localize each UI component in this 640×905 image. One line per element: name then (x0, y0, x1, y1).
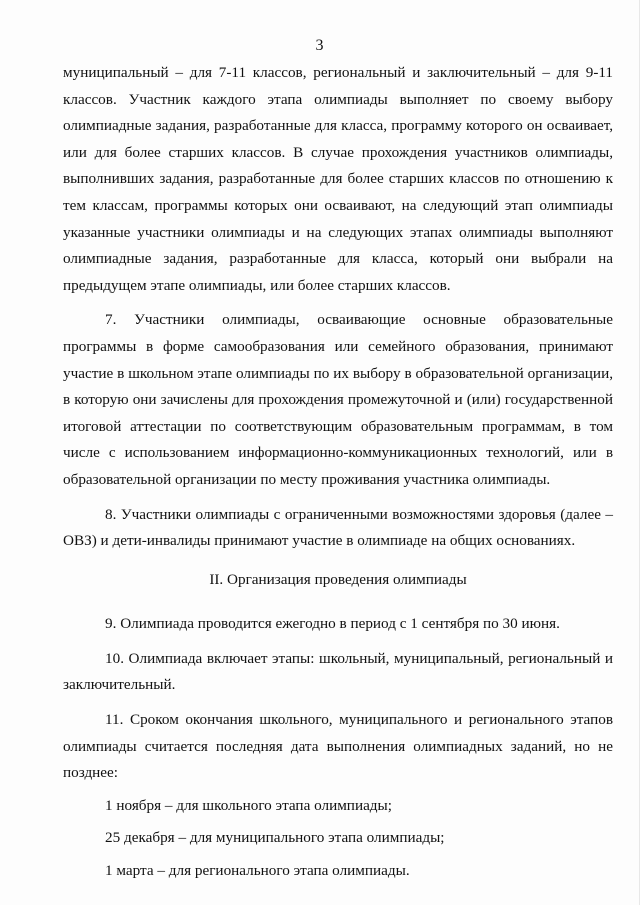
paragraph-8: 8. Участники олимпиады с ограниченными возможностями здоровья (далее – ОВЗ) и дети-инвалиды принимают участие в олимпиаде на общих основаниях. (63, 505, 613, 550)
document-body (63, 60, 613, 885)
deadline-regional-stage: 1 марта – для регионального этапа олимпиады. (105, 862, 410, 880)
deadline-school-stage: 1 ноября – для школьного этапа олимпиады; (105, 796, 392, 814)
paragraph-9: 9. Олимпиада проводится ежегодно в период с 1 сентября по 30 июня. (105, 615, 560, 633)
deadline-municipal-stage: 25 декабря – для муниципального этапа олимпиады; (105, 829, 445, 847)
paragraph-11: 11. Сроком окончания школьного, муниципального и регионального этапов олимпиады считается последняя дата выполнения олимпиадных заданий, но не позднее: (63, 711, 613, 782)
section-heading: II. Организация проведения олимпиады (209, 570, 467, 588)
paragraph-10: 10. Олимпиада включает этапы: школьный, муниципальный, региональный и заключительный. (63, 649, 613, 694)
paragraph-continuation: муниципальный – для 7-11 классов, региональный и заключительный – для 9-11 классов. Участник каждого этапа олимпиады выполняет по своему выбору олимпиадные задания, разработанные для класса, программу которого он осваивает, или для более старших классов. В случае прохождения участников олимпиады, выполнивших задания, разработанные для более старших классов по отношению к тем классам, программы которых они осваивают, на следующий этап олимпиады указанные участники олимпиады и на следующих этапах олимпиады выполняют олимпиадные задания, разработанные для класса, который они выбрали на предыдущем этапе олимпиады, или более старших классов. (63, 64, 613, 294)
page-number: 3 (315, 37, 324, 54)
paragraph-7: 7. Участники олимпиады, осваивающие основные образовательные программы в форме самообразования или семейного образования, принимают участие в школьном этапе олимпиады по их выбору в образовательной организации, в которую они зачислены для прохождения промежуточной и (или) государственной итоговой аттестации по соответствующим образовательным программам, в том числе с использованием информационно-коммуникационных технологий, или в образовательной организации по месту проживания участника олимпиады. (63, 311, 613, 488)
